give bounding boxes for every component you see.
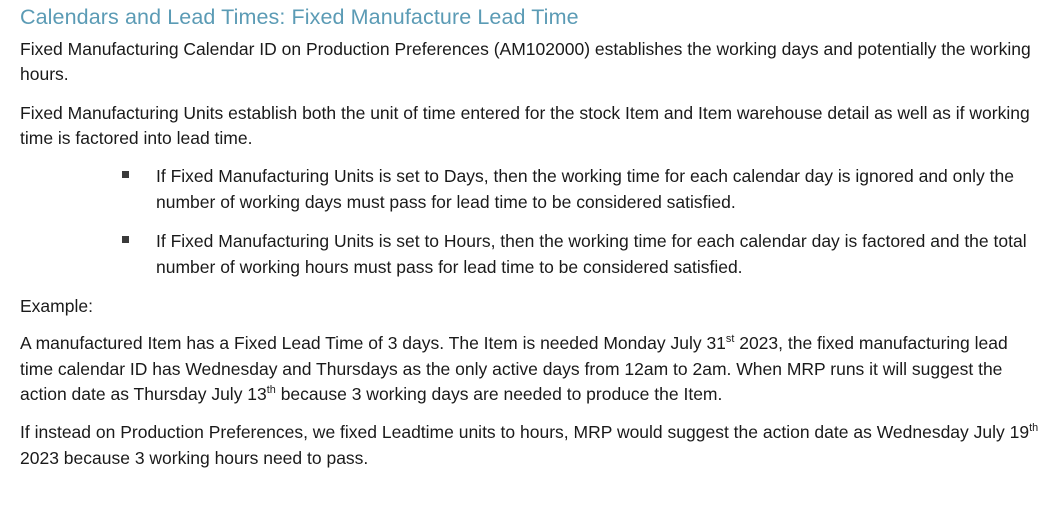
list-item-text: If Fixed Manufacturing Units is set to Days, then the working time for each calendar day is ignored and only the number of working days must pass for lead time to be considered satisfied. — [156, 166, 1014, 212]
document-page — [0, 4, 1058, 525]
ordinal-suffix-31st: st — [725, 333, 735, 346]
page-title: Calendars and Lead Times: Fixed Manufacture Lead Time — [20, 5, 579, 29]
example-text-part-3: because 3 working days are needed to produce the Item. — [275, 384, 723, 404]
bullet-list — [0, 164, 1058, 280]
example-text-part-1: A manufactured Item has a Fixed Lead Time of 3 days. The Item is needed Monday July 31 — [20, 333, 726, 354]
paragraph-fixed-manufacturing-units: Fixed Manufacturing Units establish both the unit of time entered for the stock Item and Item warehouse detail as well as if working time is factored into lead time. — [20, 102, 1030, 148]
square-bullet-icon — [122, 171, 129, 178]
list-item — [0, 229, 1044, 280]
list-item-text: If Fixed Manufacturing Units is set to Hours, then the working time for each calendar day is factored and the total number of working hours must pass for lead time to be considered satisfied. — [156, 231, 1027, 277]
paragraph-example-hours — [20, 420, 1042, 471]
ordinal-suffix-19th: th — [1029, 422, 1039, 435]
closing-text-part-1: If instead on Production Preferences, we fixed Leadtime units to hours, MRP would suggest the action date as Wednesday July 19 — [20, 422, 1030, 443]
square-bullet-icon — [122, 236, 129, 243]
example-text-part-2: 2023, the fixed manufacturing lead time calendar ID has Wednesday and Thursdays as the only active days from 12am to 2am. When MRP runs it will suggest the action date as Thursday July 13 — [20, 333, 1008, 404]
paragraph-example-days — [20, 331, 1042, 407]
example-label: Example: — [20, 295, 93, 316]
closing-text-part-2: 2023 because 3 working hours need to pass. — [20, 447, 369, 468]
list-item — [0, 164, 1044, 215]
ordinal-suffix-13th: th — [266, 384, 276, 397]
paragraph-fixed-manufacturing-calendar: Fixed Manufacturing Calendar ID on Production Preferences (AM102000) establishes the working days and potentially the working hours. — [20, 38, 1031, 85]
